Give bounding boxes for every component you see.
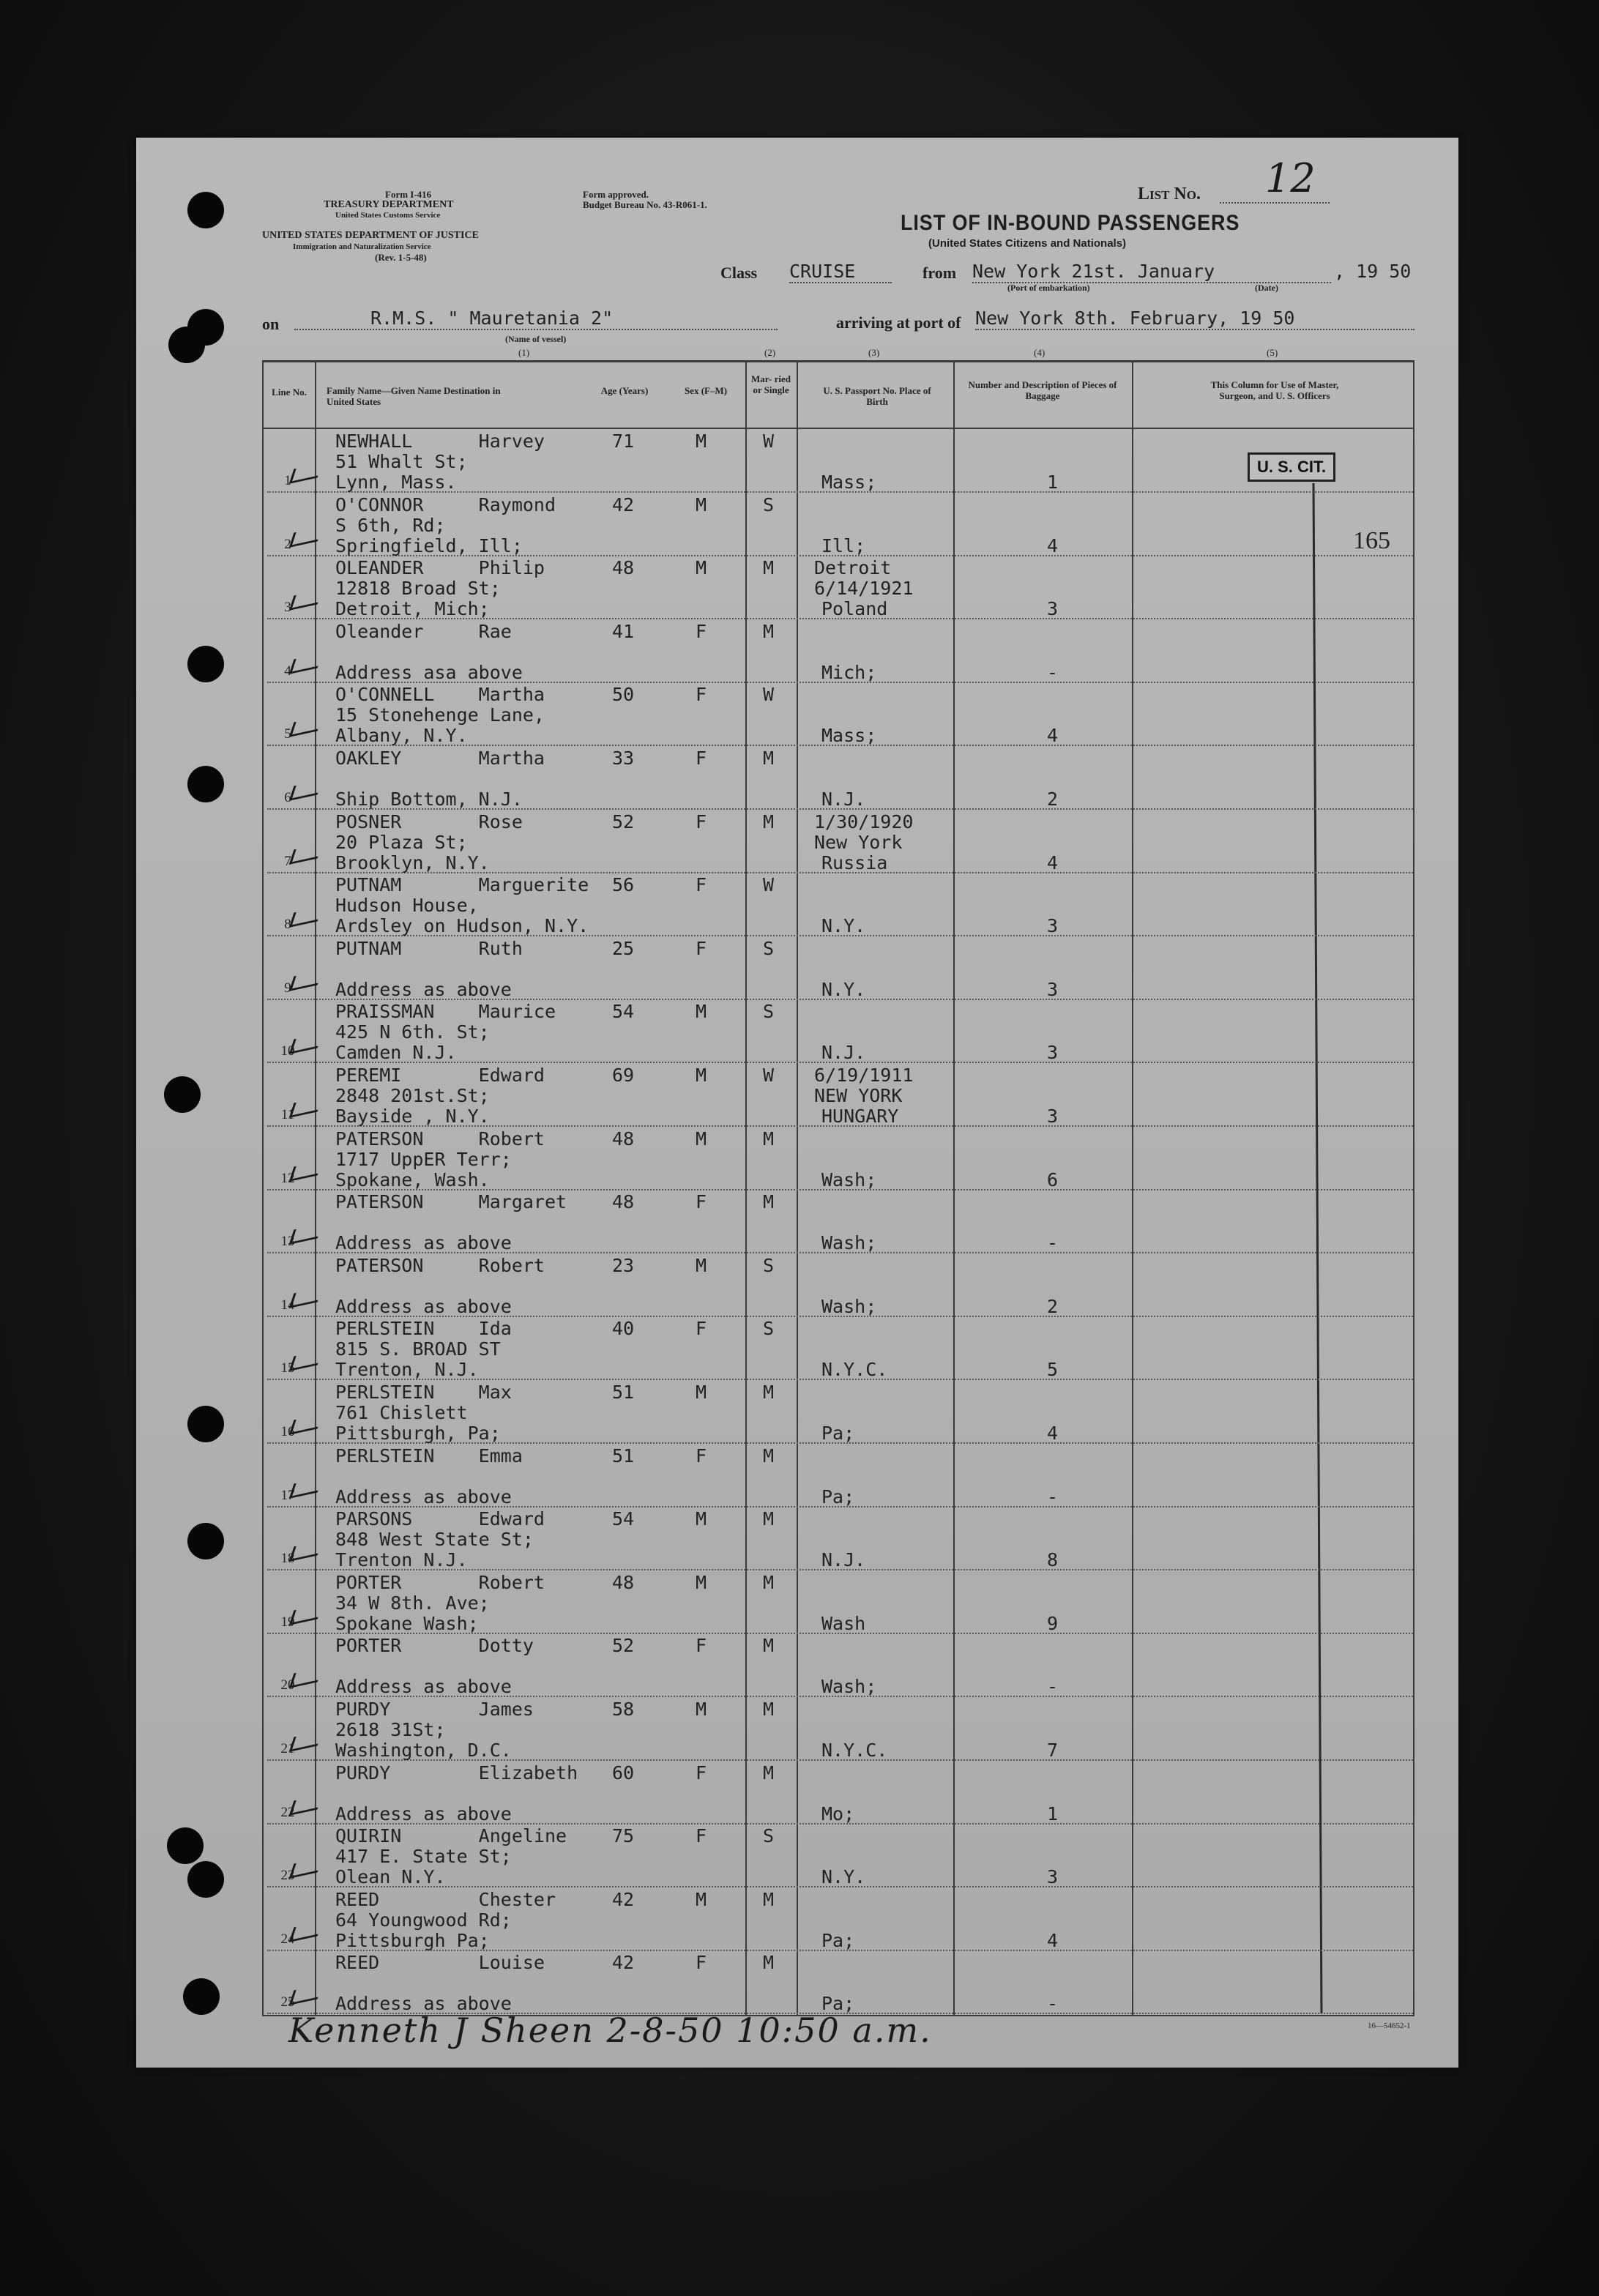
passenger-address-2: Spokane, Wash. [335, 1169, 490, 1190]
passenger-sex: F [696, 621, 707, 642]
col-number: (3) [868, 347, 880, 358]
passenger-marital-status: M [763, 1952, 775, 1973]
passenger-address-2: Bayside , N.Y. [335, 1106, 490, 1127]
punch-hole [164, 1076, 201, 1113]
passenger-address-1: 2618 31St; [335, 1719, 446, 1740]
passenger-sex: F [696, 1191, 707, 1212]
baggage-count: - [1047, 1486, 1059, 1507]
passenger-address-1: 20 Plaza St; [335, 832, 468, 853]
baggage-count: - [1047, 1676, 1059, 1697]
passenger-age: 51 [612, 1382, 635, 1403]
passenger-age: 75 [612, 1825, 635, 1846]
table-header-rule [262, 428, 1414, 429]
passenger-name: PUTNAM Marguerite [335, 874, 589, 895]
line-number: 21 [280, 1741, 295, 1756]
passenger-marital-status: W [763, 1065, 775, 1086]
passenger-address-2: Address as above [335, 979, 512, 1000]
passenger-address-1: 417 E. State St; [335, 1846, 512, 1867]
baggage-count: - [1047, 1232, 1059, 1253]
header-sex: Sex (F–M) [684, 385, 728, 396]
punch-hole [168, 327, 205, 363]
line-number: 24 [280, 1931, 295, 1947]
passport-line-1: 1/30/1920 [814, 811, 914, 832]
passenger-sex: F [696, 874, 707, 895]
treasury-dept: TREASURY DEPARTMENT [324, 199, 454, 210]
passenger-address-2: Ship Bottom, N.J. [335, 789, 523, 810]
passenger-age: 52 [612, 1635, 635, 1656]
passenger-name: PERLSTEIN Max [335, 1382, 512, 1403]
baggage-count: 3 [1047, 598, 1059, 619]
birth-place: HUNGARY [821, 1106, 899, 1127]
passport-line-1: 6/19/1911 [814, 1065, 914, 1086]
birth-place: Ill; [821, 535, 866, 556]
line-number: 13 [280, 1234, 295, 1249]
page-count: 165 [1353, 527, 1390, 554]
birth-place: N.Y. [821, 979, 866, 1000]
passenger-name: POSNER Rose [335, 811, 523, 832]
punch-hole [187, 766, 224, 802]
birth-place: N.Y.C. [821, 1359, 888, 1380]
table-right-border [1413, 360, 1414, 2016]
justice-dept: UNITED STATES DEPARTMENT OF JUSTICE [262, 230, 479, 241]
passenger-age: 40 [612, 1318, 635, 1339]
line-number: 12 [280, 1171, 295, 1186]
passenger-address-2: Address as above [335, 1296, 512, 1317]
passenger-sex: M [696, 1255, 707, 1276]
list-number-value: 12 [1265, 155, 1316, 201]
passenger-age: 52 [612, 811, 635, 832]
header-line-no: Line No. [272, 387, 307, 398]
passport-line-2: 6/14/1921 [814, 578, 914, 599]
date-caption: (Date) [1255, 283, 1278, 293]
passport-line-2: New York [814, 832, 903, 853]
baggage-count: 4 [1047, 725, 1059, 746]
passenger-marital-status: S [763, 1255, 775, 1276]
header-baggage: Number and Description of Pieces of Baggage [968, 379, 1117, 401]
passenger-age: 48 [612, 1128, 635, 1149]
line-number: 15 [280, 1360, 295, 1376]
passenger-name: PORTER Robert [335, 1572, 545, 1593]
baggage-count: - [1047, 1993, 1059, 2014]
passenger-age: 54 [612, 1001, 635, 1022]
passenger-name: PURDY Elizabeth [335, 1762, 578, 1783]
passenger-address-1: 848 West State St; [335, 1529, 534, 1550]
passenger-marital-status: M [763, 748, 775, 769]
passenger-sex: M [696, 430, 707, 452]
passenger-address-2: Address as above [335, 1676, 512, 1697]
passenger-address-1: 51 Whalt St; [335, 451, 468, 472]
punch-hole [187, 646, 224, 682]
passenger-name: O'CONNELL Martha [335, 684, 545, 705]
passenger-sex: M [696, 557, 707, 578]
passenger-address-1: 15 Stonehenge Lane, [335, 704, 545, 726]
passenger-name: PERLSTEIN Ida [335, 1318, 512, 1339]
passenger-marital-status: S [763, 494, 775, 515]
passenger-marital-status: W [763, 874, 775, 895]
punch-hole [167, 1827, 204, 1864]
header-married: Mar- ried or Single [750, 373, 791, 395]
budget-bureau: Budget Bureau No. 43-R061-1. [583, 199, 707, 210]
baggage-count: 8 [1047, 1549, 1059, 1570]
line-number: 17 [280, 1488, 295, 1503]
passenger-age: 23 [612, 1255, 635, 1276]
passenger-address-2: Springfield, Ill; [335, 535, 523, 556]
birth-place: N.J. [821, 789, 866, 810]
passenger-age: 48 [612, 1572, 635, 1593]
passenger-marital-status: M [763, 1445, 775, 1466]
vessel-caption: (Name of vessel) [505, 334, 567, 344]
line-number: 20 [280, 1677, 295, 1693]
passenger-address-2: Address as above [335, 1993, 512, 2014]
baggage-count: 3 [1047, 915, 1059, 936]
passenger-name: PATERSON Robert [335, 1255, 545, 1276]
passenger-address-1: 425 N 6th. St; [335, 1021, 490, 1043]
passenger-address-1: Hudson House, [335, 895, 479, 916]
baggage-count: 4 [1047, 1423, 1059, 1444]
baggage-count: 1 [1047, 1803, 1059, 1824]
birth-place: N.Y. [821, 915, 866, 936]
passenger-marital-status: S [763, 1825, 775, 1846]
punch-hole [187, 192, 224, 228]
birth-place: Wash; [821, 1296, 877, 1317]
birth-place: Pa; [821, 1930, 855, 1951]
passenger-sex: F [696, 1952, 707, 1973]
us-citizen-stamp: U. S. CIT. [1248, 452, 1335, 482]
birth-place: Poland [821, 598, 888, 619]
col-number: (5) [1267, 347, 1278, 358]
from-year: , 19 50 [1334, 261, 1412, 282]
passenger-address-1: 64 Youngwood Rd; [335, 1909, 512, 1931]
header-name: Family Name—Given Name Destination in United States [327, 385, 501, 407]
passport-line-2: NEW YORK [814, 1085, 903, 1106]
passenger-marital-status: M [763, 1508, 775, 1529]
passenger-sex: M [696, 1128, 707, 1149]
passenger-address-2: Address as above [335, 1803, 512, 1824]
document-subtitle: (United States Citizens and Nationals) [928, 237, 1127, 250]
line-number: 19 [280, 1614, 295, 1630]
passenger-age: 60 [612, 1762, 635, 1783]
baggage-count: 3 [1047, 1106, 1059, 1127]
passenger-name: PATERSON Margaret [335, 1191, 567, 1212]
baggage-count: 4 [1047, 1930, 1059, 1951]
passport-line-1: Detroit [814, 557, 892, 578]
arriving-label: arriving at port of [836, 313, 961, 332]
birth-place: Pa; [821, 1486, 855, 1507]
passenger-address-2: Brooklyn, N.Y. [335, 852, 490, 873]
passenger-sex: M [696, 1508, 707, 1529]
passenger-marital-status: M [763, 1572, 775, 1593]
baggage-count: 3 [1047, 1042, 1059, 1063]
passenger-marital-status: M [763, 1889, 775, 1910]
baggage-count: 7 [1047, 1740, 1059, 1761]
passenger-sex: M [696, 1065, 707, 1086]
customs-service: United States Customs Service [335, 211, 441, 220]
line-number: 23 [280, 1868, 295, 1883]
birth-place: Pa; [821, 1423, 855, 1444]
passenger-marital-status: M [763, 1762, 775, 1783]
passenger-sex: F [696, 684, 707, 705]
col-number: (4) [1034, 347, 1046, 358]
passenger-marital-status: M [763, 557, 775, 578]
baggage-count: 3 [1047, 1866, 1059, 1887]
passenger-sex: F [696, 748, 707, 769]
baggage-count: 2 [1047, 1296, 1059, 1317]
passenger-address-2: Address asa above [335, 662, 523, 683]
passenger-marital-status: S [763, 1001, 775, 1022]
form-number: Form I-416 [385, 189, 432, 200]
passenger-address-1: 34 W 8th. Ave; [335, 1592, 490, 1614]
passenger-address-2: Address as above [335, 1486, 512, 1507]
baggage-count: - [1047, 662, 1059, 683]
col-number: (2) [764, 347, 776, 358]
class-value: CRUISE [789, 261, 892, 283]
line-number: 6 [284, 790, 291, 805]
passenger-age: 54 [612, 1508, 635, 1529]
arriving-value: New York 8th. February, 19 50 [975, 308, 1414, 330]
line-number: 7 [284, 854, 291, 869]
header-passport: U. S. Passport No. Place of Birth [823, 385, 931, 407]
passenger-sex: F [696, 1825, 707, 1846]
passenger-sex: F [696, 811, 707, 832]
passenger-age: 33 [612, 748, 635, 769]
list-number-label: List No. [1138, 184, 1201, 204]
vessel-name: R.M.S. " Mauretania 2" [294, 308, 778, 330]
baggage-count: 1 [1047, 471, 1059, 493]
passenger-marital-status: M [763, 1128, 775, 1149]
line-number: 5 [284, 726, 291, 742]
passenger-marital-status: W [763, 684, 775, 705]
passenger-age: 42 [612, 1889, 635, 1910]
passenger-marital-status: M [763, 811, 775, 832]
passenger-address-1: 12818 Broad St; [335, 578, 501, 599]
passenger-address-1: 761 Chislett [335, 1402, 468, 1423]
passenger-name: QUIRIN Angeline [335, 1825, 567, 1846]
passenger-name: PEREMI Edward [335, 1065, 545, 1086]
passenger-age: 42 [612, 494, 635, 515]
birth-place: Mass; [821, 471, 877, 493]
passenger-address-2: Address as above [335, 1232, 512, 1253]
passenger-address-2: Ardsley on Hudson, N.Y. [335, 915, 589, 936]
birth-place: Russia [821, 852, 888, 873]
line-number: 2 [284, 537, 291, 552]
passenger-sex: M [696, 1889, 707, 1910]
passenger-sex: M [696, 494, 707, 515]
passenger-marital-status: M [763, 1382, 775, 1403]
passenger-address-2: Pittsburgh Pa; [335, 1930, 490, 1951]
passenger-sex: F [696, 938, 707, 959]
line-number: 25 [280, 1994, 295, 2010]
passenger-address-2: Lynn, Mass. [335, 471, 457, 493]
passenger-marital-status: M [763, 1635, 775, 1656]
passenger-address-2: Washington, D.C. [335, 1740, 512, 1761]
passenger-sex: F [696, 1762, 707, 1783]
passenger-name: NEWHALL Harvey [335, 430, 545, 452]
birth-place: Wash; [821, 1232, 877, 1253]
passenger-age: 56 [612, 874, 635, 895]
birth-place: Mich; [821, 662, 877, 683]
line-number: 22 [280, 1805, 295, 1820]
birth-place: Mo; [821, 1803, 855, 1824]
header-officers: This Column for Use of Master, Surgeon, and U. S. Officers [1210, 379, 1339, 401]
passenger-sex: F [696, 1318, 707, 1339]
col-number: (1) [518, 347, 530, 358]
passenger-age: 48 [612, 557, 635, 578]
baggage-count: 6 [1047, 1169, 1059, 1190]
passenger-address-2: Trenton, N.J. [335, 1359, 479, 1380]
passenger-address-1: 2848 201st.St; [335, 1085, 490, 1106]
passenger-name: PORTER Dotty [335, 1635, 534, 1656]
passenger-age: 41 [612, 621, 635, 642]
passenger-age: 50 [612, 684, 635, 705]
passenger-marital-status: M [763, 1191, 775, 1212]
line-number: 10 [280, 1043, 295, 1059]
passenger-name: Oleander Rae [335, 621, 512, 642]
passenger-age: 58 [612, 1699, 635, 1720]
birth-place: Pa; [821, 1993, 855, 2014]
passenger-address-2: Camden N.J. [335, 1042, 457, 1063]
passenger-name: PURDY James [335, 1699, 534, 1720]
passenger-address-2: Pittsburgh, Pa; [335, 1423, 501, 1444]
passenger-age: 51 [612, 1445, 635, 1466]
punch-hole [187, 1523, 224, 1559]
passenger-name: O'CONNOR Raymond [335, 494, 556, 515]
line-number: 4 [284, 663, 291, 679]
birth-place: N.Y.C. [821, 1740, 888, 1761]
passenger-address-2: Detroit, Mich; [335, 598, 490, 619]
table-left-border [262, 360, 264, 2016]
passenger-address-2: Olean N.Y. [335, 1866, 446, 1887]
line-number: 1 [284, 473, 291, 488]
passenger-age: 48 [612, 1191, 635, 1212]
line-number: 14 [280, 1297, 295, 1313]
birth-place: Mass; [821, 725, 877, 746]
birth-place: Wash [821, 1613, 866, 1634]
document-title: LIST OF IN-BOUND PASSENGERS [901, 211, 1240, 235]
passenger-name: PATERSON Robert [335, 1128, 545, 1149]
birth-place: Wash; [821, 1676, 877, 1697]
passenger-sex: F [696, 1635, 707, 1656]
passenger-sex: M [696, 1699, 707, 1720]
ins-service: Immigration and Naturalization Service [293, 242, 431, 251]
baggage-count: 4 [1047, 852, 1059, 873]
passenger-sex: M [696, 1382, 707, 1403]
on-label: on [262, 315, 280, 333]
passenger-name: PUTNAM Ruth [335, 938, 523, 959]
passenger-address-2: Spokane Wash; [335, 1613, 479, 1634]
passenger-marital-status: M [763, 621, 775, 642]
passenger-age: 42 [612, 1952, 635, 1973]
passenger-marital-status: W [763, 430, 775, 452]
punch-hole [187, 1406, 224, 1442]
passenger-age: 69 [612, 1065, 635, 1086]
passenger-name: REED Louise [335, 1952, 545, 1973]
baggage-count: 5 [1047, 1359, 1059, 1380]
punch-hole [183, 1978, 220, 2015]
from-value: New York 21st. January [972, 261, 1331, 283]
line-number: 8 [284, 917, 291, 932]
port-embarkation-caption: (Port of embarkation) [1007, 283, 1090, 293]
birth-place: Wash; [821, 1169, 877, 1190]
birth-place: N.J. [821, 1549, 866, 1570]
passenger-address-2: Albany, N.Y. [335, 725, 468, 746]
passenger-age: 71 [612, 430, 635, 452]
passenger-age: 25 [612, 938, 635, 959]
passenger-sex: F [696, 1445, 707, 1466]
passenger-name: PRAISSMAN Maurice [335, 1001, 556, 1022]
baggage-count: 2 [1047, 789, 1059, 810]
passenger-name: OAKLEY Martha [335, 748, 545, 769]
revision: (Rev. 1-5-48) [375, 252, 427, 263]
passenger-sex: M [696, 1001, 707, 1022]
table-top-rule [262, 360, 1414, 362]
class-label: Class [720, 264, 758, 282]
from-label: from [922, 264, 957, 282]
baggage-count: 4 [1047, 535, 1059, 556]
line-number: 18 [280, 1551, 295, 1566]
passenger-marital-status: M [763, 1699, 775, 1720]
list-number-line [1220, 202, 1330, 204]
line-number: 9 [284, 980, 291, 996]
birth-place: N.Y. [821, 1866, 866, 1887]
passenger-address-2: Trenton N.J. [335, 1549, 468, 1570]
baggage-count: 9 [1047, 1613, 1059, 1634]
footer-code: 16—54652-1 [1368, 2021, 1411, 2030]
line-number: 3 [284, 600, 291, 615]
baggage-count: 3 [1047, 979, 1059, 1000]
header-age: Age (Years) [600, 385, 649, 396]
passenger-address-1: 815 S. BROAD ST [335, 1338, 501, 1360]
passenger-marital-status: S [763, 1318, 775, 1339]
passenger-name: REED Chester [335, 1889, 556, 1910]
passenger-sex: M [696, 1572, 707, 1593]
line-number: 16 [280, 1424, 295, 1439]
officer-signature: Kenneth J Sheen 2-8-50 10:50 a.m. [288, 2010, 932, 2050]
birth-place: N.J. [821, 1042, 866, 1063]
passenger-name: OLEANDER Philip [335, 557, 545, 578]
form-approved: Form approved. [583, 189, 649, 200]
passenger-address-1: S 6th, Rd; [335, 515, 446, 536]
passenger-marital-status: S [763, 938, 775, 959]
punch-hole [187, 1861, 224, 1898]
passenger-address-1: 1717 UppER Terr; [335, 1149, 512, 1170]
line-number: 11 [280, 1107, 295, 1122]
passenger-name: PARSONS Edward [335, 1508, 545, 1529]
passenger-name: PERLSTEIN Emma [335, 1445, 523, 1466]
